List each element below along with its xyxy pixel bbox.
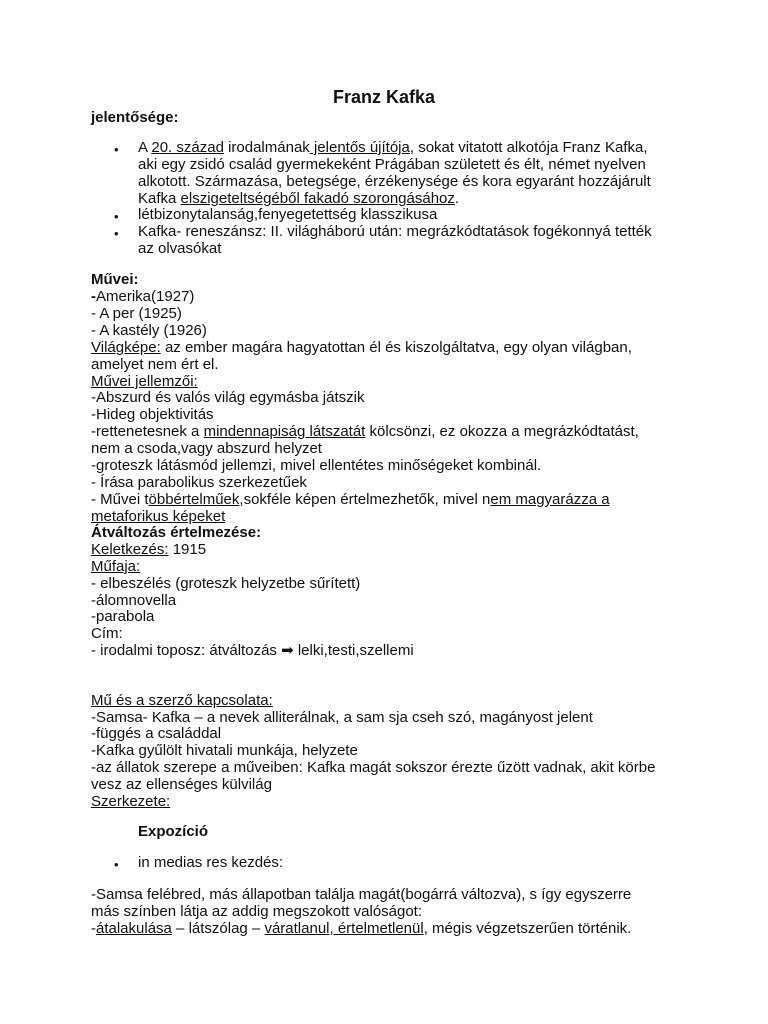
text-line: - Művei többértelműek,sokféle képen értelmezhetők, mivel nem magyarázza a <box>91 491 610 508</box>
subheading-jellemzoi: Művei jellemzői: <box>91 373 198 390</box>
vilagkepe-line: Világképe: az ember magára hagyatottan él és kiszolgáltatva, egy olyan világban, <box>91 339 632 356</box>
text-line: -az állatok szerepe a műveiben: Kafka magát sokszor érezte űzött vadnak, akit körbe <box>91 759 656 776</box>
text-line: -parabola <box>91 608 155 625</box>
subheading-szerkezete: Szerkezete: <box>91 793 171 810</box>
bullet-text-line: Kafka elszigeteltségéből fakadó szorongásához. <box>138 190 460 207</box>
section-heading-jelentosege: jelentősége: <box>91 109 179 126</box>
page-title: Franz Kafka <box>332 87 436 107</box>
subheading-mu-es-szerzo: Mű és a szerző kapcsolata: <box>91 692 273 709</box>
section-heading-atvaltozas: Átváltozás értelmezése: <box>91 524 262 541</box>
text-line: nem a csoda,vagy abszurd helyzet <box>91 440 322 457</box>
text-line: -átalakulása – látszólag – váratlanul, értelmetlenül, mégis végzetszerűen történik. <box>91 920 632 937</box>
text-line: -függés a családdal <box>91 725 222 742</box>
work-item: -Amerika(1927) <box>91 288 195 305</box>
text-line: -Hideg objektivitás <box>91 406 214 423</box>
bullet-marker: • <box>114 857 119 872</box>
section-heading-muvei: Művei: <box>91 271 139 288</box>
text-line: - irodalmi toposz: átváltozás ➡ lelki,testi,szellemi <box>91 642 414 659</box>
bullet-text-line: A 20. század irodalmának jelentős újítója, sokat vitatott alkotója Franz Kafka, <box>138 139 648 156</box>
bullet-text-line: Kafka- reneszánsz: II. világháború után: megrázkódtatások fogékonnyá tették <box>138 223 652 240</box>
arrow-icon: ➡ <box>281 642 294 659</box>
text-line: -groteszk látásmód jellemzi, mivel ellentétes minőségeket kombinál. <box>91 457 542 474</box>
text-line: -Kafka gyűlölt hivatali munkája, helyzete <box>91 742 358 759</box>
section-heading-expozicio: Expozíció <box>138 823 209 840</box>
text-line: vesz az ellenséges külvilág <box>91 776 272 793</box>
text-line: -Samsa felébred, más állapotban találja magát(bogárrá változva), s így egyszerre <box>91 886 632 903</box>
keletkezes-line: Keletkezés: 1915 <box>91 541 207 558</box>
text-line: metaforikus képeket <box>91 508 226 525</box>
bullet-marker: • <box>114 209 119 224</box>
text-line: -Samsa- Kafka – a nevek alliterálnak, a sam sja cseh szó, magányost jelent <box>91 709 593 726</box>
text-line: Cím: <box>91 625 123 642</box>
text-line: más színben látja az addig megszokott valóságot: <box>91 903 423 920</box>
bullet-text-line: in medias res kezdés: <box>138 854 284 871</box>
bullet-text-line: alkotott. Származása, betegsége, érzékenysége és kora egyaránt hozzájárult <box>138 173 651 190</box>
text-line: amelyet nem ért el. <box>91 356 219 373</box>
subheading-mufaja: Műfaja: <box>91 558 141 575</box>
work-item: - A per (1925) <box>91 305 182 322</box>
bullet-text-line: létbizonytalanság,fenyegetettség klasszikusa <box>138 206 438 223</box>
bullet-text-line: aki egy zsidó család gyermekeként Prágában született és élt, német nyelven <box>138 156 646 173</box>
text-line: -rettenetesnek a mindennapiság látszatát kölcsönzi, ez okozza a megrázkódtatást, <box>91 423 639 440</box>
text-line: -Abszurd és valós világ egymásba játszik <box>91 389 365 406</box>
text-line: - elbeszélés (groteszk helyzetbe sűrített) <box>91 575 361 592</box>
bullet-marker: • <box>114 142 119 157</box>
text-line: - Írása parabolikus szerkezetűek <box>91 474 307 491</box>
work-item: - A kastély (1926) <box>91 322 207 339</box>
text-line: -álomnovella <box>91 592 177 609</box>
bullet-text-line: az olvasókat <box>138 240 222 257</box>
bullet-marker: • <box>114 226 119 241</box>
